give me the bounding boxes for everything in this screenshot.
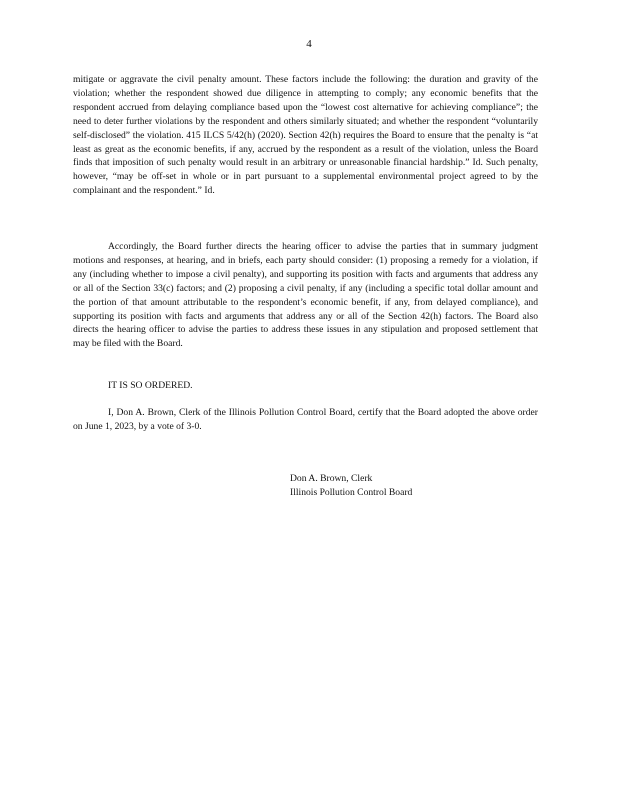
paragraph-penalty-factors: mitigate or aggravate the civil penalty amount. These factors include the following: the duration and gravity of the violation; whether the respondent showed due diligence in attempting to comply; any economic benefits that the respondent accrued from delaying compliance based upon the “lowest cost alternative for achieving compliance”; the need to deter further violations by the respondent and others similarly situated; and whether the respondent “voluntarily self-disclosed” the violation. 415 ILCS 5/42(h) (2020). Section 42(h) requires the Board to ensure that the penalty is “at least as great as the economic benefits, if any, accrued by the respondent as a result of the violation, unless the Board finds that imposition of such penalty would result in an arbitrary or unreasonable financial hardship.” Id. Such penalty, however, “may be off-set in whole or in part pursuant to a supplemental environmental project agreed to by the complainant and the respondent.” Id. bbox=[73, 74, 538, 197]
signature-name: Don A. Brown, Clerk bbox=[290, 473, 373, 484]
paragraph-so-ordered: IT IS SO ORDERED. bbox=[108, 380, 193, 391]
paragraph-hearing-directions: Accordingly, the Board further directs the hearing officer to advise the parties that in summary judgment motions and responses, at hearing, and in briefs, each party should consider: (1) proposing a remedy for a violation, if any (including whether to impose a civil penalty), and supporting its position with facts and arguments that address any or all of the Section 33(c) factors; and (2) proposing a civil penalty, if any (including a specific total dollar amount and the portion of that amount attributable to the respondent’s economic benefit, if any, from delayed compliance), and supporting its position with facts and arguments that address any or all of the Section 42(h) factors. The Board also directs the hearing officer to advise the parties to address these issues in any stipulation and proposed settlement that may be filed with the Board. bbox=[73, 241, 538, 350]
paragraph-certification: I, Don A. Brown, Clerk of the Illinois Pollution Control Board, certify that the Board adopted the above order on June 1, 2023, by a vote of 3-0. bbox=[73, 407, 538, 432]
page-number: 4 bbox=[306, 38, 312, 50]
signature-block bbox=[290, 472, 412, 500]
signature-org: Illinois Pollution Control Board bbox=[290, 486, 413, 498]
